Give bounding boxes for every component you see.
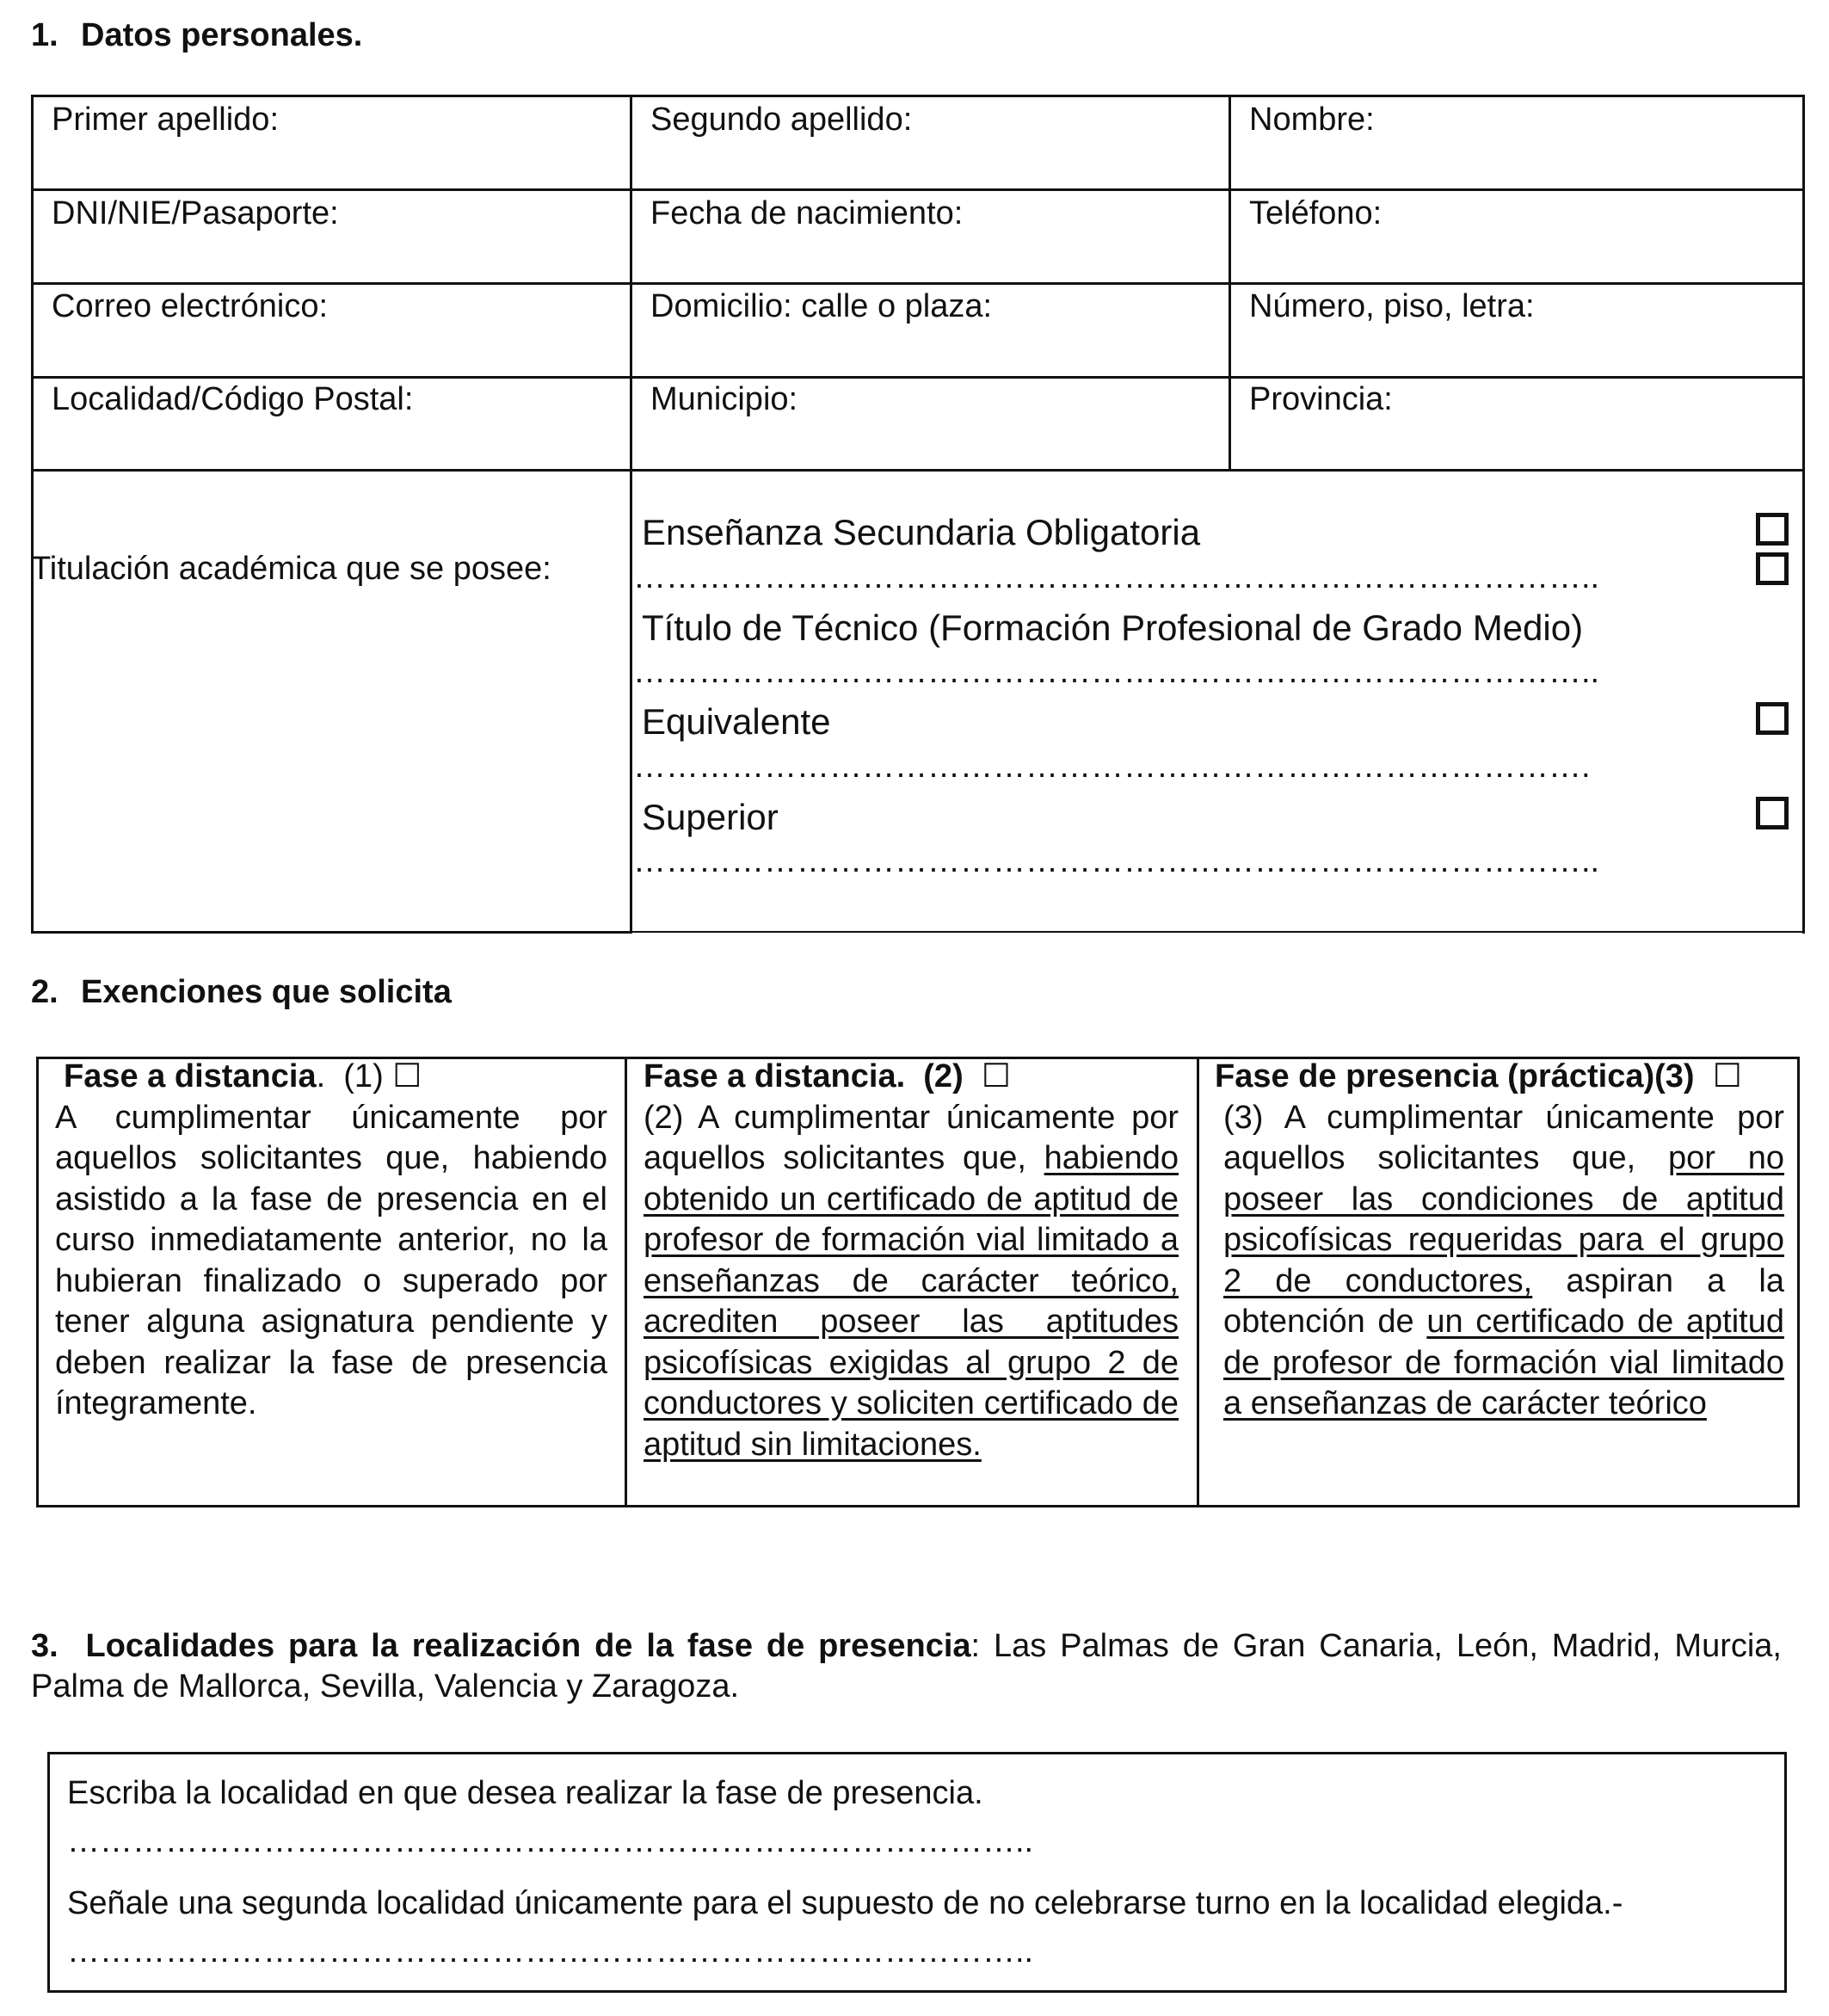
table-row-divider xyxy=(31,282,1805,285)
field-municipio[interactable]: Municipio: xyxy=(650,381,798,417)
exemption-1-note: (1) xyxy=(343,1058,384,1094)
section1-heading xyxy=(31,17,362,54)
field-segundo-apellido[interactable]: Segundo apellido: xyxy=(650,102,913,138)
exemption-2-note: (2) xyxy=(923,1058,964,1094)
exemption-col-3 xyxy=(1215,1057,1784,1425)
locality-input-2[interactable]: …………………………………………………………………………….. xyxy=(67,1933,1034,1970)
locality-prompt-1: Escriba la localidad en que desea realizar la fase de presencia. xyxy=(67,1775,983,1811)
section1-number: 1. xyxy=(31,17,59,53)
table-border-right xyxy=(1797,1057,1800,1507)
field-correo[interactable]: Correo electrónico: xyxy=(52,288,329,324)
table-col-divider xyxy=(630,95,632,934)
section2-title: Exenciones que solicita xyxy=(81,974,452,1010)
table-col-divider xyxy=(1197,1057,1199,1507)
checkbox-exemption-3[interactable]: ☐ xyxy=(1712,1058,1742,1094)
section3-number: 3. xyxy=(31,1628,59,1664)
section1-title: Datos personales. xyxy=(81,17,363,53)
exemption-3-text-3: aspiran a la obtención de xyxy=(1223,1262,1784,1340)
exemption-col-1 xyxy=(55,1057,607,1425)
exemption-1-title-dot: . xyxy=(316,1058,326,1094)
section3-heading: Localidades para la realización de la fase de presencia xyxy=(85,1628,971,1664)
locality-input-1[interactable]: …………………………………………………………………………….. xyxy=(67,1823,1034,1859)
section3-localities: : Las Palmas de Gran Canaria, León, Madrid, Murcia, Palma de Mallorca, Sevilla, Valencia y Zaragoza. xyxy=(31,1628,1782,1705)
option-superior: Superior xyxy=(642,797,779,837)
field-fecha-nacimiento[interactable]: Fecha de nacimiento: xyxy=(650,195,964,231)
exemption-2-text xyxy=(644,1098,1179,1466)
exemption-2-text-plain: (2) A cumplimentar únicamente por aquellos solicitantes que, xyxy=(644,1099,1179,1176)
exemption-3-text-2: por no poseer las condiciones de aptitud psicofísicas requeridas para el grupo 2 de conductores, xyxy=(1223,1140,1785,1299)
dotted-line: …………………………………………………………………………….. xyxy=(633,843,1600,879)
exemptions-table xyxy=(36,1057,1800,1507)
checkbox-eso[interactable] xyxy=(1756,513,1789,546)
section2-heading xyxy=(31,974,452,1011)
exemption-2-header xyxy=(644,1057,1179,1098)
exemption-3-text xyxy=(1215,1098,1784,1425)
option-eso: Enseñanza Secundaria Obligatoria xyxy=(642,512,1201,552)
exemption-2-title: Fase a distancia. xyxy=(644,1058,906,1094)
table-row-divider xyxy=(31,469,1805,472)
exemption-1-text: A cumplimentar únicamente por aquellos solicitantes que, habiendo asistido a la fase de presencia en el curso inmediatamente anterior, no la hubieran finalizado o superado por tener alguna asignatura pendiente y deben realizar la fase de presencia íntegramente. xyxy=(55,1099,607,1421)
dotted-line: …………………………………………………………………………….. xyxy=(633,654,1600,690)
checkbox-exemption-2[interactable]: ☐ xyxy=(981,1058,1011,1094)
exemption-1-header xyxy=(55,1057,607,1098)
field-domicilio[interactable]: Domicilio: calle o plaza: xyxy=(650,288,993,324)
table-border-right xyxy=(1802,95,1805,934)
exemption-1-title: Fase a distancia xyxy=(64,1058,317,1094)
exemption-3-text-1: (3) A cumplimentar únicamente por aquellos solicitantes que, xyxy=(1223,1099,1784,1176)
table-row-divider xyxy=(31,376,1805,379)
field-nombre[interactable]: Nombre: xyxy=(1249,102,1375,138)
dotted-line: ……………………………………………………………………………. xyxy=(633,749,1591,785)
exemption-3-title: Fase de presencia (práctica)(3) xyxy=(1215,1058,1695,1094)
table-border-bottom xyxy=(31,931,631,934)
locality-prompt-2: Señale una segunda localidad únicamente para el supuesto de no celebrarse turno en la localidad elegida.- xyxy=(67,1885,1623,1921)
exemption-3-text-4: un certificado de aptitud de profesor de formación vial limitado a enseñanzas de carácter teórico xyxy=(1223,1304,1784,1421)
checkbox-tecnico[interactable] xyxy=(1756,552,1789,585)
titulacion-label: Titulación académica que se posee: xyxy=(31,551,551,587)
checkbox-equivalente[interactable] xyxy=(1756,702,1789,735)
field-provincia[interactable]: Provincia: xyxy=(1249,381,1393,417)
table-col-divider xyxy=(625,1057,627,1507)
table-border-top xyxy=(31,95,1805,97)
table-border-left xyxy=(31,95,34,934)
section2-number: 2. xyxy=(31,974,59,1010)
table-border-bottom xyxy=(36,1505,1800,1507)
exemption-col-2 xyxy=(644,1057,1179,1465)
dotted-line: …………………………………………………………………………….. xyxy=(633,559,1600,595)
table-row-divider xyxy=(31,188,1805,191)
field-telefono[interactable]: Teléfono: xyxy=(1249,195,1383,231)
locality-box xyxy=(47,1752,1787,1993)
checkbox-exemption-1[interactable]: ☐ xyxy=(392,1058,422,1094)
exemption-3-header xyxy=(1215,1057,1784,1098)
option-equivalente: Equivalente xyxy=(642,701,831,742)
table-col-divider xyxy=(1229,95,1231,470)
section3-paragraph xyxy=(31,1626,1782,1707)
field-numero-piso[interactable]: Número, piso, letra: xyxy=(1249,288,1535,324)
table-border-bottom xyxy=(631,931,1805,933)
field-primer-apellido[interactable]: Primer apellido: xyxy=(52,102,279,138)
exemption-2-text-underlined: habiendo obtenido un certificado de aptitud de profesor de formación vial limitado a enseñanzas de carácter teórico, acrediten poseer las aptitudes psicofísicas exigidas al grupo 2 de conductores y soliciten certificado de aptitud sin limitaciones. xyxy=(644,1140,1179,1463)
field-localidad-cp[interactable]: Localidad/Código Postal: xyxy=(52,381,414,417)
field-dni[interactable]: DNI/NIE/Pasaporte: xyxy=(52,195,339,231)
option-tecnico: Título de Técnico (Formación Profesional de Grado Medio) xyxy=(642,607,1584,648)
table-border-left xyxy=(36,1057,39,1507)
checkbox-superior[interactable] xyxy=(1756,797,1789,829)
personal-data-table xyxy=(31,95,1805,934)
